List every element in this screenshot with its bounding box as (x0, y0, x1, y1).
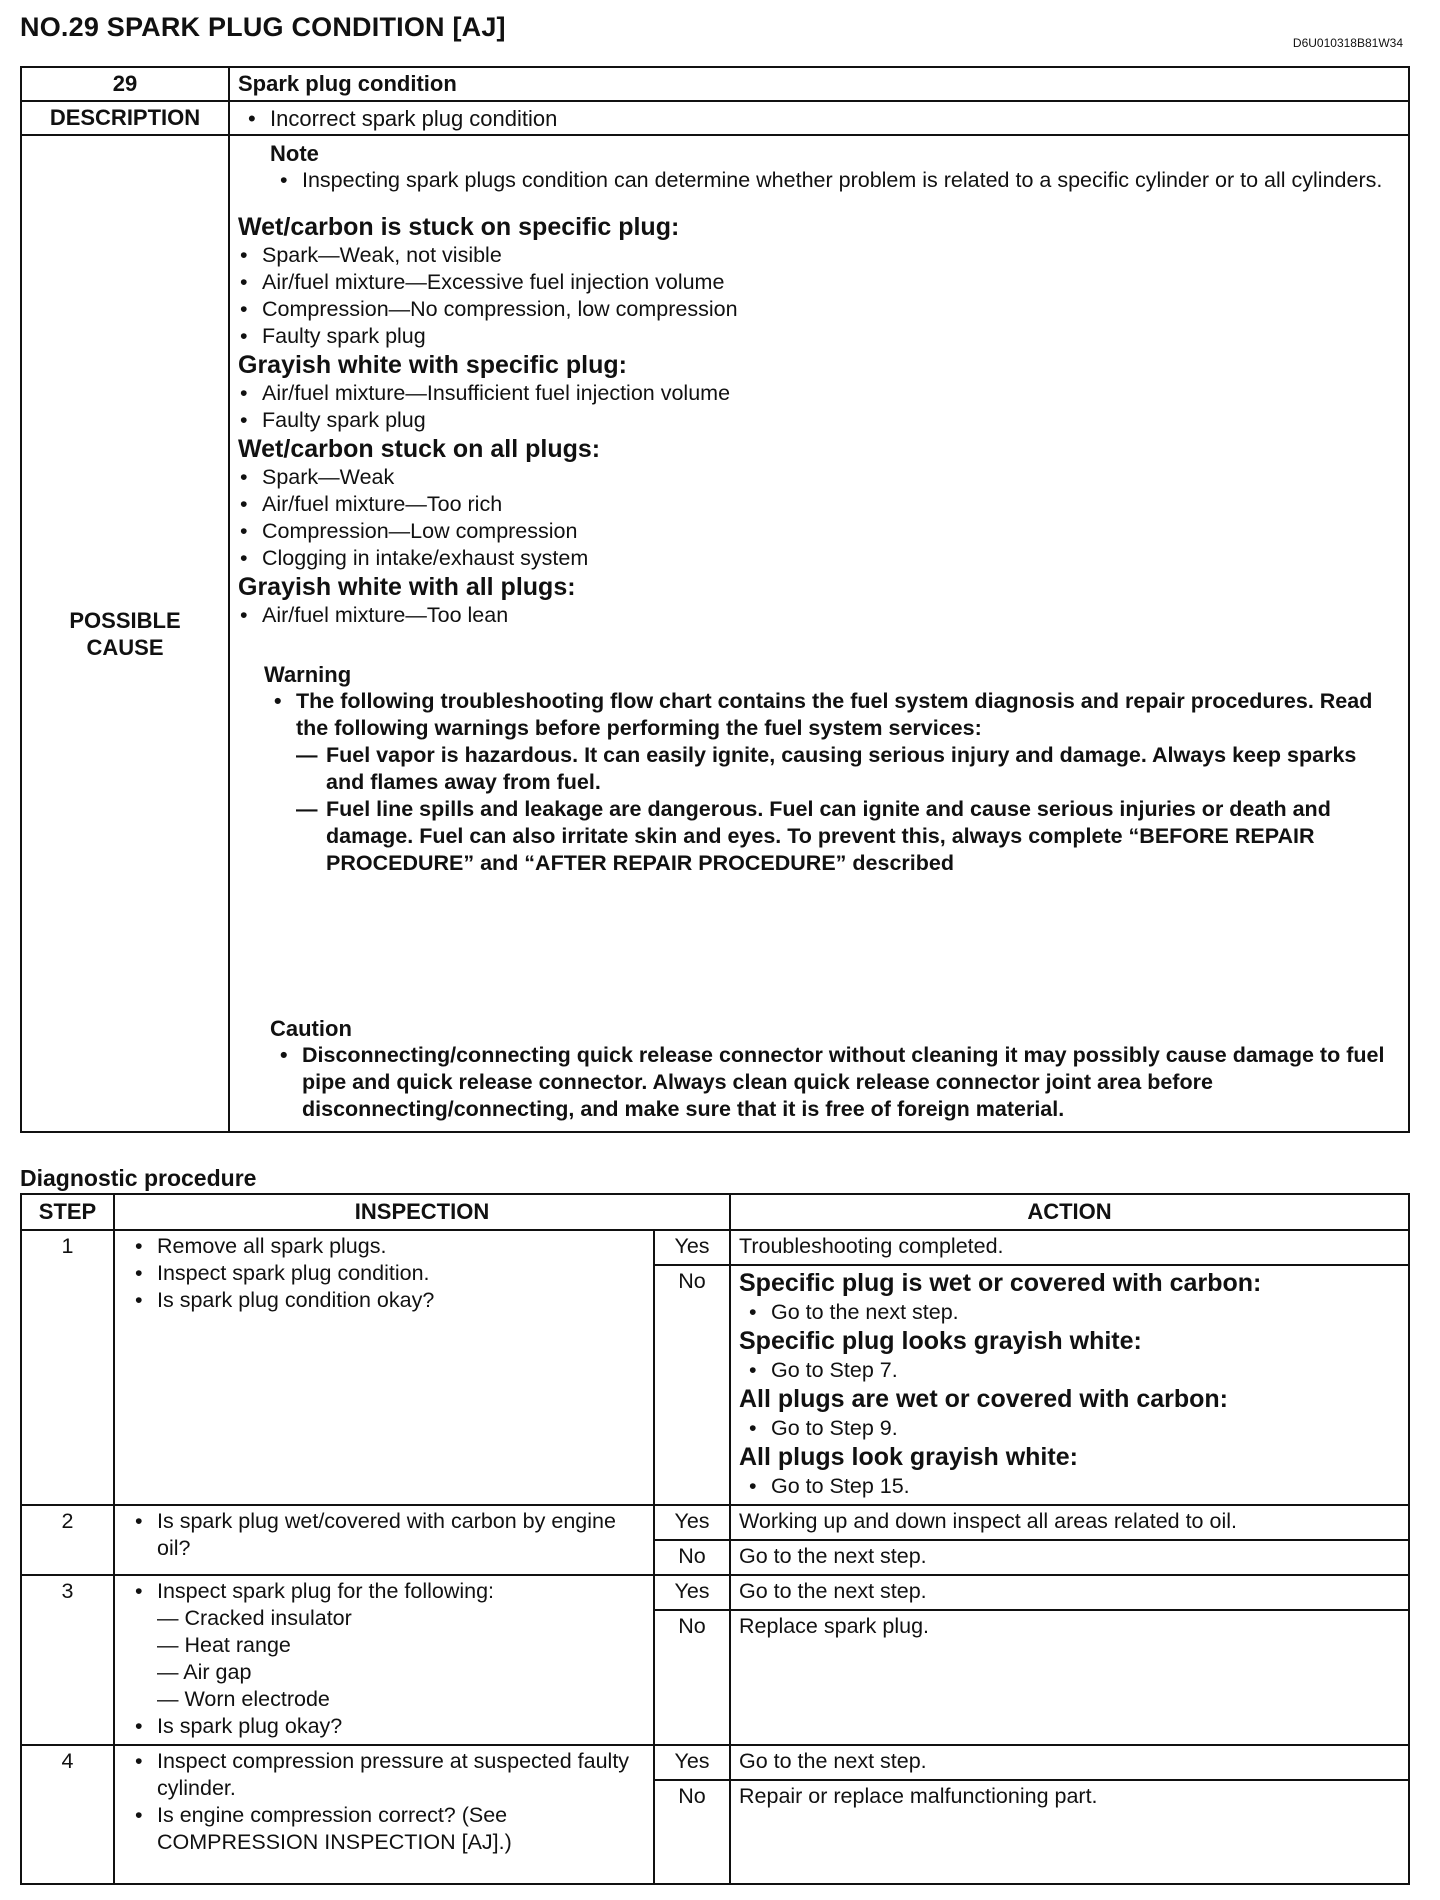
inspection-cell (114, 1230, 654, 1505)
inspection-item: • Is spark plug okay? (125, 1713, 643, 1740)
symptom-number: 29 (21, 67, 229, 101)
condition-heading: Wet/carbon stuck on all plugs: (238, 435, 601, 463)
no-action-cell (730, 1265, 1409, 1505)
condition-item: • Faulty spark plug (230, 407, 1408, 434)
condition-list (230, 380, 1408, 434)
action-item: • Go to Step 7. (739, 1357, 1400, 1384)
condition-heading: Grayish white with specific plug: (238, 351, 627, 379)
step-number: 4 (21, 1745, 114, 1884)
warning-subitem: — Fuel vapor is hazardous. It can easily ignite, causing serious injury and damage. Always keep sparks and flames away from fuel. (296, 742, 1388, 796)
action-heading: All plugs are wet or covered with carbon: (739, 1385, 1228, 1413)
no-label: No (654, 1540, 730, 1575)
no-label: No (654, 1780, 730, 1884)
condition-list (230, 602, 1408, 629)
symptom-header-row (21, 67, 1409, 101)
inspection-lead: Inspect spark plug for the following: (157, 1579, 495, 1603)
yes-action: Working up and down inspect all areas related to oil. (730, 1505, 1409, 1540)
symptom-name: Spark plug condition (229, 67, 1409, 101)
possible-cause-row (21, 135, 1409, 1132)
condition-item: • Air/fuel mixture—Insufficient fuel injection volume (230, 380, 1408, 407)
description-row (21, 101, 1409, 135)
possible-cause-cell (229, 135, 1409, 1132)
warning-sublist (296, 742, 1388, 877)
warning-heading: Warning (264, 662, 352, 687)
warning-text-content: The following troubleshooting flow chart contains the fuel system diagnosis and repair procedures. Read the following warnings before performing the fuel system services: (296, 689, 1373, 740)
action-heading: Specific plug is wet or covered with carbon: (739, 1269, 1262, 1297)
inspection-subitem: — Worn electrode (157, 1687, 330, 1711)
no-action: Repair or replace malfunctioning part. (730, 1780, 1409, 1884)
possible-cause-label (21, 135, 229, 1132)
inspection-cell (114, 1505, 654, 1575)
warning-subitem: — Fuel line spills and leakage are dangerous. Fuel can ignite and cause serious injuries or death and damage. Fuel can also irritate skin and eyes. To prevent this, always complete “BEFORE REPAIR PROCEDURE” and “AFTER REPAIR PROCEDURE” described (296, 796, 1388, 877)
condition-item: • Air/fuel mixture—Too rich (230, 491, 1408, 518)
inspection-subitem: — Air gap (157, 1660, 252, 1684)
inspection-item: • Inspect compression pressure at suspected faulty cylinder. (125, 1748, 643, 1802)
inspection-subitem-text: Heat range (184, 1633, 291, 1657)
condition-item: • Faulty spark plug (230, 323, 1408, 350)
note-item: • Inspecting spark plugs condition can determine whether problem is related to a specific cylinder or to all cylinders. (270, 167, 1388, 194)
caution-heading: Caution (270, 1016, 352, 1041)
yes-label: Yes (654, 1745, 730, 1780)
condition-item: • Air/fuel mixture—Excessive fuel injection volume (230, 269, 1408, 296)
step-header: STEP (21, 1194, 114, 1230)
condition-item: • Spark—Weak (230, 464, 1408, 491)
yes-action: Troubleshooting completed. (730, 1230, 1409, 1265)
inspection-item: • Is spark plug condition okay? (125, 1287, 643, 1314)
warning-text (264, 688, 1388, 877)
section-title: Diagnostic procedure (20, 1165, 257, 1191)
document-code: D6U010318B81W34 (1292, 36, 1403, 50)
step-number: 1 (21, 1230, 114, 1505)
action-heading: All plugs look grayish white: (739, 1443, 1078, 1471)
inspection-item: • Is spark plug wet/covered with carbon by engine oil? (125, 1508, 643, 1562)
condition-item: • Spark—Weak, not visible (230, 242, 1408, 269)
step-row (21, 1575, 1409, 1610)
possible-cause-label-text: POSSIBLE CAUSE (69, 607, 181, 660)
no-label: No (654, 1610, 730, 1745)
inspection-item: • Remove all spark plugs. (125, 1233, 643, 1260)
note-heading: Note (270, 141, 319, 166)
description-label: DESCRIPTION (21, 101, 229, 135)
inspection-subitem: — Heat range (157, 1633, 291, 1657)
yes-action: Go to the next step. (730, 1575, 1409, 1610)
inspection-item (125, 1578, 643, 1713)
condition-item: • Clogging in intake/exhaust system (230, 545, 1408, 572)
yes-label: Yes (654, 1575, 730, 1610)
note-block (230, 140, 1408, 194)
no-action: Replace spark plug. (730, 1610, 1409, 1745)
caution-text: • Disconnecting/connecting quick release connector without cleaning it may possibly cause damage to fuel pipe and quick release connector. Always clean quick release connector joint area before disconnecting/connecting, and make sure that it is free of foreign material. (270, 1042, 1388, 1123)
yes-action: Go to the next step. (730, 1745, 1409, 1780)
yes-label: Yes (654, 1505, 730, 1540)
condition-item: • Compression—No compression, low compression (230, 296, 1408, 323)
step-row (21, 1745, 1409, 1780)
inspection-subitem-text: Air gap (183, 1660, 252, 1684)
inspection-subitem-text: Cracked insulator (184, 1606, 352, 1630)
condition-item: • Compression—Low compression (230, 518, 1408, 545)
condition-list (230, 464, 1408, 572)
symptom-table (20, 66, 1410, 1133)
action-heading: Specific plug looks grayish white: (739, 1327, 1142, 1355)
step-number: 3 (21, 1575, 114, 1745)
inspection-subitem-text: Worn electrode (184, 1687, 330, 1711)
condition-heading: Grayish white with all plugs: (238, 573, 576, 601)
yes-label: Yes (654, 1230, 730, 1265)
inspection-item: • Is engine compression correct? (See COMPRESSION INSPECTION [AJ].) (125, 1802, 643, 1856)
no-action: Go to the next step. (730, 1540, 1409, 1575)
no-label: No (654, 1265, 730, 1505)
action-item: • Go to Step 9. (739, 1415, 1400, 1442)
action-item: • Go to the next step. (739, 1299, 1400, 1326)
inspection-cell (114, 1575, 654, 1745)
condition-heading: Wet/carbon is stuck on specific plug: (238, 213, 680, 241)
action-item: • Go to Step 15. (739, 1473, 1400, 1500)
condition-list (230, 242, 1408, 350)
description-cell (229, 101, 1409, 135)
inspection-cell (114, 1745, 654, 1884)
caution-block (230, 1015, 1408, 1123)
inspection-header: INSPECTION (114, 1194, 730, 1230)
warning-block (230, 661, 1408, 877)
condition-item: • Air/fuel mixture—Too lean (230, 602, 1408, 629)
step-row (21, 1230, 1409, 1265)
inspection-subitem: — Cracked insulator (157, 1606, 352, 1630)
diagnostic-header-row (21, 1194, 1409, 1230)
step-row (21, 1505, 1409, 1540)
diagnostic-table (20, 1193, 1410, 1885)
step-number: 2 (21, 1505, 114, 1575)
description-item: • Incorrect spark plug condition (238, 105, 1408, 132)
action-header: ACTION (730, 1194, 1409, 1230)
page-title: NO.29 SPARK PLUG CONDITION [AJ] (20, 12, 506, 42)
inspection-item: • Inspect spark plug condition. (125, 1260, 643, 1287)
